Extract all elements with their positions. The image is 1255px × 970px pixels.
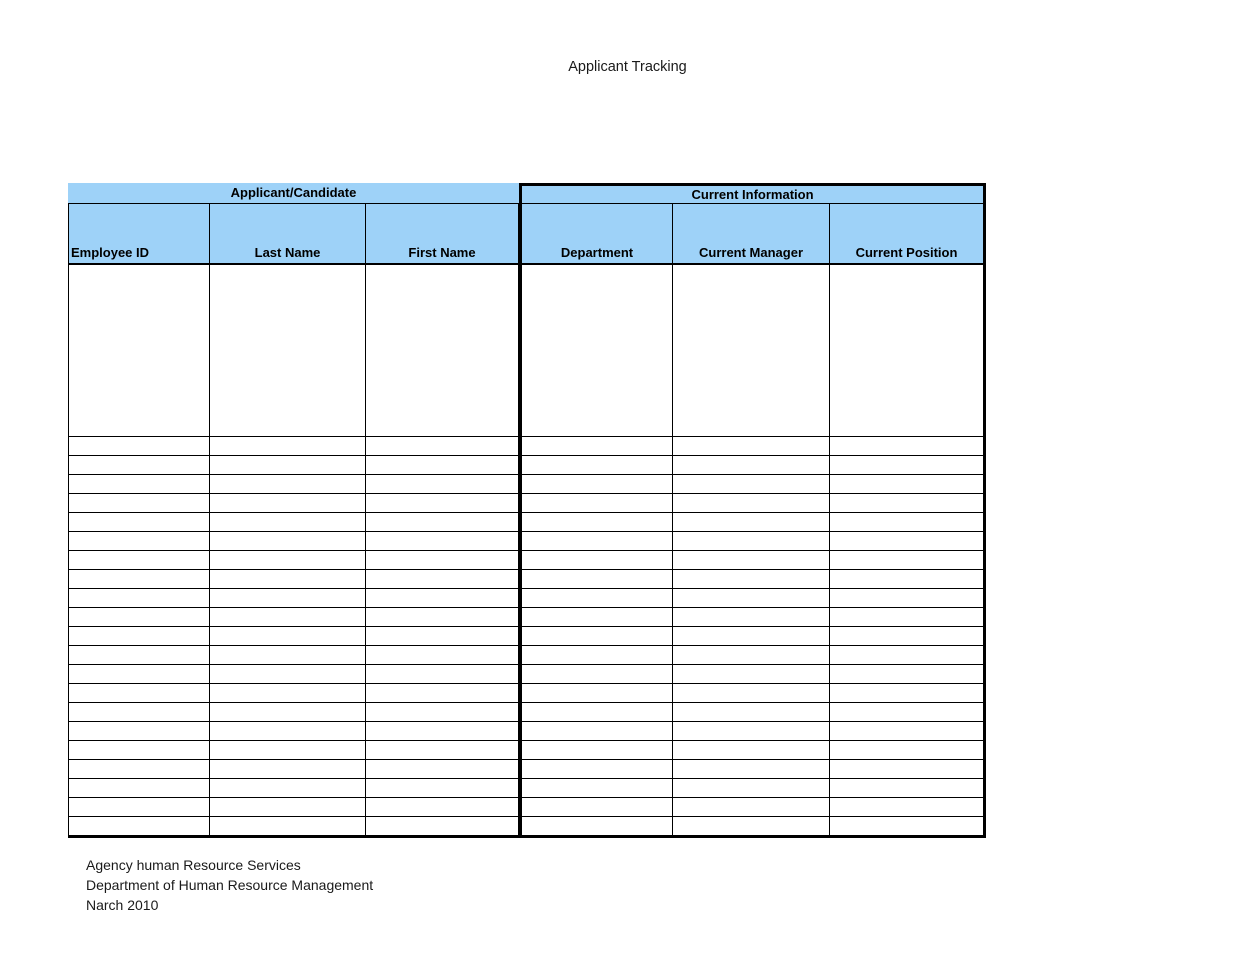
table-row [68,494,986,513]
table-row [68,703,986,722]
table-cell[interactable] [210,456,366,475]
table-cell[interactable] [68,513,210,532]
table-cell[interactable] [210,665,366,684]
table-cell[interactable] [210,760,366,779]
table-cell[interactable] [673,608,830,627]
table-cell[interactable] [519,779,673,798]
table-cell[interactable] [519,817,673,838]
table-row [68,760,986,779]
table-cell[interactable] [830,741,986,760]
table-cell[interactable] [830,665,986,684]
table-row [68,551,986,570]
table-row [68,684,986,703]
table-cell[interactable] [68,779,210,798]
table-cell[interactable] [673,703,830,722]
table-cell[interactable] [519,722,673,741]
table-cell[interactable] [366,646,519,665]
table-cell[interactable] [519,494,673,513]
table-body [68,265,986,838]
table-row [68,741,986,760]
table-row [68,798,986,817]
table-row [68,265,986,437]
table-cell[interactable] [68,570,210,589]
table-cell[interactable] [519,760,673,779]
table-cell[interactable] [519,608,673,627]
table-row [68,437,986,456]
table-cell[interactable] [830,722,986,741]
table-row [68,513,986,532]
table-row [68,570,986,589]
table-cell[interactable] [366,589,519,608]
table-cell[interactable] [830,684,986,703]
table-cell[interactable] [210,513,366,532]
table-cell[interactable] [68,665,210,684]
table-cell[interactable] [673,551,830,570]
table-cell[interactable] [366,817,519,838]
footer-line-department: Department of Human Resource Management [86,877,374,893]
table-cell[interactable] [830,608,986,627]
table-cell[interactable] [673,437,830,456]
table-cell[interactable] [830,703,986,722]
table-cell[interactable] [830,779,986,798]
table-cell[interactable] [366,494,519,513]
table-cell[interactable] [68,741,210,760]
table-cell[interactable] [673,265,830,437]
column-header-last-name: Last Name [210,204,366,265]
table-cell[interactable] [68,551,210,570]
column-header-first-name: First Name [366,204,519,265]
table-cell[interactable] [519,551,673,570]
table-cell[interactable] [210,741,366,760]
applicant-tracking-sheet [68,183,986,838]
column-header-employee-id: Employee ID [68,204,210,265]
table-cell[interactable] [68,608,210,627]
table-cell[interactable] [366,532,519,551]
table-cell[interactable] [210,722,366,741]
table-row [68,627,986,646]
table-cell[interactable] [519,741,673,760]
group-header-applicant-candidate: Applicant/Candidate [68,183,519,204]
table-cell[interactable] [673,665,830,684]
table-cell[interactable] [68,646,210,665]
table-row [68,722,986,741]
table-cell[interactable] [366,265,519,437]
table-cell[interactable] [673,570,830,589]
table-cell[interactable] [519,265,673,437]
table-cell[interactable] [210,589,366,608]
table-cell[interactable] [210,494,366,513]
table-cell[interactable] [366,608,519,627]
table-cell[interactable] [366,475,519,494]
table-cell[interactable] [210,608,366,627]
table-cell[interactable] [673,817,830,838]
table-cell[interactable] [673,760,830,779]
table-cell[interactable] [519,475,673,494]
table-cell[interactable] [210,779,366,798]
table-cell[interactable] [519,684,673,703]
table-cell[interactable] [366,760,519,779]
table-cell[interactable] [210,684,366,703]
column-header-current-position: Current Position [830,204,986,265]
table-cell[interactable] [366,741,519,760]
table-cell[interactable] [673,646,830,665]
table-cell[interactable] [519,456,673,475]
table-cell[interactable] [830,760,986,779]
table-row [68,779,986,798]
table-cell[interactable] [210,475,366,494]
table-cell[interactable] [68,589,210,608]
table-cell[interactable] [210,437,366,456]
table-cell[interactable] [210,817,366,838]
table-cell[interactable] [673,741,830,760]
table-cell[interactable] [210,532,366,551]
column-header-current-manager: Current Manager [673,204,830,265]
table-cell[interactable] [210,798,366,817]
footer-line-date: Narch 2010 [86,897,159,913]
table-cell[interactable] [519,646,673,665]
table-cell[interactable] [366,703,519,722]
group-header-current-information: Current Information [519,183,986,204]
column-header-department: Department [519,204,673,265]
table-cell[interactable] [830,437,986,456]
table-cell[interactable] [673,513,830,532]
table-cell[interactable] [366,437,519,456]
table-row [68,608,986,627]
table-cell[interactable] [830,646,986,665]
table-cell[interactable] [673,779,830,798]
table-cell[interactable] [210,551,366,570]
table-cell[interactable] [68,817,210,838]
table-cell[interactable] [366,570,519,589]
table-cell[interactable] [519,532,673,551]
group-header-row [68,183,986,204]
table-cell[interactable] [673,627,830,646]
table-cell[interactable] [210,570,366,589]
table-cell[interactable] [830,570,986,589]
table-cell[interactable] [519,570,673,589]
table-cell[interactable] [519,589,673,608]
table-cell[interactable] [673,494,830,513]
table-cell[interactable] [210,646,366,665]
table-cell[interactable] [68,760,210,779]
table-cell[interactable] [366,513,519,532]
table-cell[interactable] [519,437,673,456]
table-cell[interactable] [519,703,673,722]
table-cell[interactable] [830,532,986,551]
footer-note [86,855,373,915]
table-cell[interactable] [830,589,986,608]
table-cell[interactable] [366,665,519,684]
table-cell[interactable] [366,684,519,703]
table-cell[interactable] [830,551,986,570]
table-cell[interactable] [673,798,830,817]
table-cell[interactable] [68,684,210,703]
table-cell[interactable] [366,456,519,475]
table-cell[interactable] [673,589,830,608]
table-cell[interactable] [68,703,210,722]
table-cell[interactable] [519,627,673,646]
table-row [68,665,986,684]
table-row [68,646,986,665]
table-cell[interactable] [68,798,210,817]
table-cell[interactable] [68,532,210,551]
table-cell[interactable] [68,494,210,513]
table-cell[interactable] [366,627,519,646]
table-cell[interactable] [68,437,210,456]
table-cell[interactable] [68,265,210,437]
table-cell[interactable] [366,779,519,798]
table-cell[interactable] [830,494,986,513]
table-cell[interactable] [830,513,986,532]
table-cell[interactable] [673,532,830,551]
table-cell[interactable] [830,627,986,646]
table-cell[interactable] [830,817,986,838]
page-title: Applicant Tracking [568,59,687,75]
column-header-row [68,204,986,265]
table-cell[interactable] [673,722,830,741]
table-cell[interactable] [830,475,986,494]
footer-line-agency: Agency human Resource Services [86,857,301,873]
table-row [68,475,986,494]
table-cell[interactable] [68,722,210,741]
table-cell[interactable] [210,627,366,646]
table-cell[interactable] [673,475,830,494]
table-row [68,817,986,838]
table-cell[interactable] [68,627,210,646]
table-cell[interactable] [830,798,986,817]
table-cell[interactable] [366,722,519,741]
applicant-tracking-table [68,183,986,838]
table-cell[interactable] [830,265,986,437]
table-cell[interactable] [673,456,830,475]
table-row [68,532,986,551]
table-cell[interactable] [519,798,673,817]
table-cell[interactable] [519,513,673,532]
table-row [68,456,986,475]
table-cell[interactable] [210,265,366,437]
table-cell[interactable] [673,684,830,703]
table-cell[interactable] [68,456,210,475]
table-cell[interactable] [830,456,986,475]
table-row [68,589,986,608]
table-cell[interactable] [366,798,519,817]
table-cell[interactable] [366,551,519,570]
table-cell[interactable] [68,475,210,494]
table-cell[interactable] [519,665,673,684]
table-cell[interactable] [210,703,366,722]
